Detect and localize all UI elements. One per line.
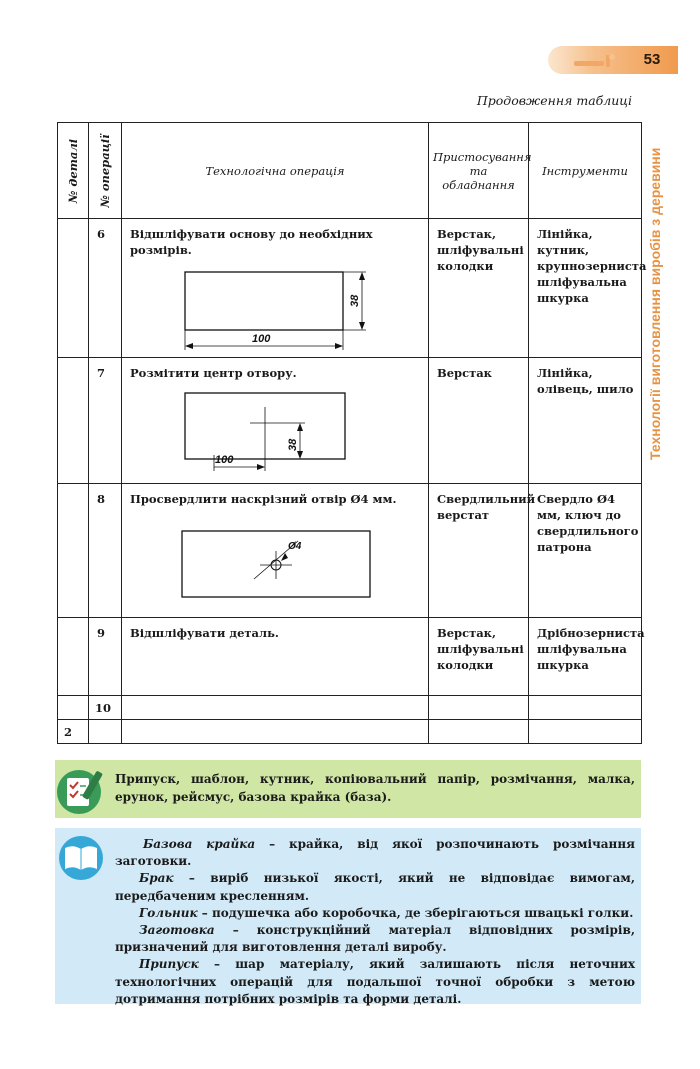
equipment-cell: Свердлильний верстат (429, 484, 529, 618)
tools-cell: Лінійка, кутник, крупнозерниста шліфувальна шкурка (529, 219, 642, 358)
dim-center-y: 38 (287, 438, 299, 451)
table-row (58, 484, 642, 618)
header-part-no: № деталі (58, 123, 89, 219)
op-number: 7 (89, 358, 122, 484)
op-number: 6 (89, 219, 122, 358)
part-cell (58, 358, 89, 484)
op-number: 9 (89, 618, 122, 696)
op-number (89, 720, 122, 744)
header-tools: Інструменти (529, 123, 642, 219)
open-book-icon (55, 832, 109, 884)
operation-cell (122, 484, 429, 618)
keywords-box (55, 760, 641, 818)
operation-text: Розмітити центр отвору. (130, 366, 297, 380)
op-number: 10 (89, 696, 122, 720)
equipment-cell: Верстак, шліфувальні колодки (429, 618, 529, 696)
table-row (58, 219, 642, 358)
definition-item: Базова крайка – крайка, від якої розпочинають розмічання заготовки. (115, 837, 635, 869)
dim-hole: Ø4 (288, 541, 302, 552)
part-cell (58, 696, 89, 720)
definition-item: Заготовка – конструкційний матеріал відповідних розмірів, призначений для виготовлення деталі виробу. (115, 923, 635, 955)
equipment-cell: Верстак, шліфувальні колодки (429, 219, 529, 358)
tools-cell: Лінійка, олівець, шило (529, 358, 642, 484)
header-operation: Технологічна операція (122, 123, 429, 219)
operations-table (57, 122, 647, 744)
table-continuation-title: Продовження таблиці (476, 93, 632, 108)
dim-length: 100 (252, 333, 271, 345)
keywords-text: Припуск, шаблон, кутник, копіювальний папір, розмічання, малка, ерунок, рейсмус, базова крайка (база). (115, 772, 635, 804)
operation-cell (122, 219, 429, 358)
definition-item: Брак – виріб низької якості, який не відповідає вимогам, передбаченим кресленням. (115, 871, 635, 903)
table-row (58, 358, 642, 484)
tools-logo-icon (572, 52, 618, 70)
definitions-text (115, 836, 635, 1008)
operation-text: Відшліфувати основу до необхідних розмірів. (130, 227, 373, 257)
table-row (58, 696, 642, 720)
part-cell (58, 219, 89, 358)
tools-cell: Свердло Ø4 мм, ключ до свердлильного патрона (529, 484, 642, 618)
operation-text: Просвердлити наскрізний отвір Ø4 мм. (130, 492, 397, 506)
definition-item: Припуск – шар матеріалу, який залишають після неточних технологічних операцій для подальшої точної обробки з метою дотримання потрібних розмірів та форми деталі. (115, 957, 635, 1006)
equipment-cell (429, 696, 529, 720)
operation-cell (122, 358, 429, 484)
equipment-cell (429, 720, 529, 744)
part-cell (58, 618, 89, 696)
definition-item: Гольник – подушечка або коробочка, де зберігаються швацькі голки. (139, 905, 634, 920)
operation-cell (122, 720, 429, 744)
table-row (58, 618, 642, 696)
table-header-row (58, 123, 642, 219)
tools-cell (529, 720, 642, 744)
part-drawing-sanding (130, 264, 420, 354)
tools-cell: Дрібнозерниста шліфувальна шкурка (529, 618, 642, 696)
checklist-pencil-icon (55, 764, 109, 816)
part-drawing-drilling (130, 513, 420, 603)
op-number: 8 (89, 484, 122, 618)
tools-cell (529, 696, 642, 720)
dim-width: 38 (349, 294, 361, 307)
header-op-no: № операції (89, 123, 122, 219)
part-cell: 2 (58, 720, 89, 744)
table-row (58, 720, 642, 744)
part-drawing-marking (130, 387, 420, 473)
equipment-cell: Верстак (429, 358, 529, 484)
page-number: 53 (643, 51, 661, 68)
part-cell (58, 484, 89, 618)
operation-cell (122, 696, 429, 720)
dim-center-x: 100 (215, 454, 234, 466)
definitions-box (55, 828, 641, 1004)
header-equipment: Пристосування та обладнання (429, 123, 529, 219)
operation-cell: Відшліфувати деталь. (122, 618, 429, 696)
